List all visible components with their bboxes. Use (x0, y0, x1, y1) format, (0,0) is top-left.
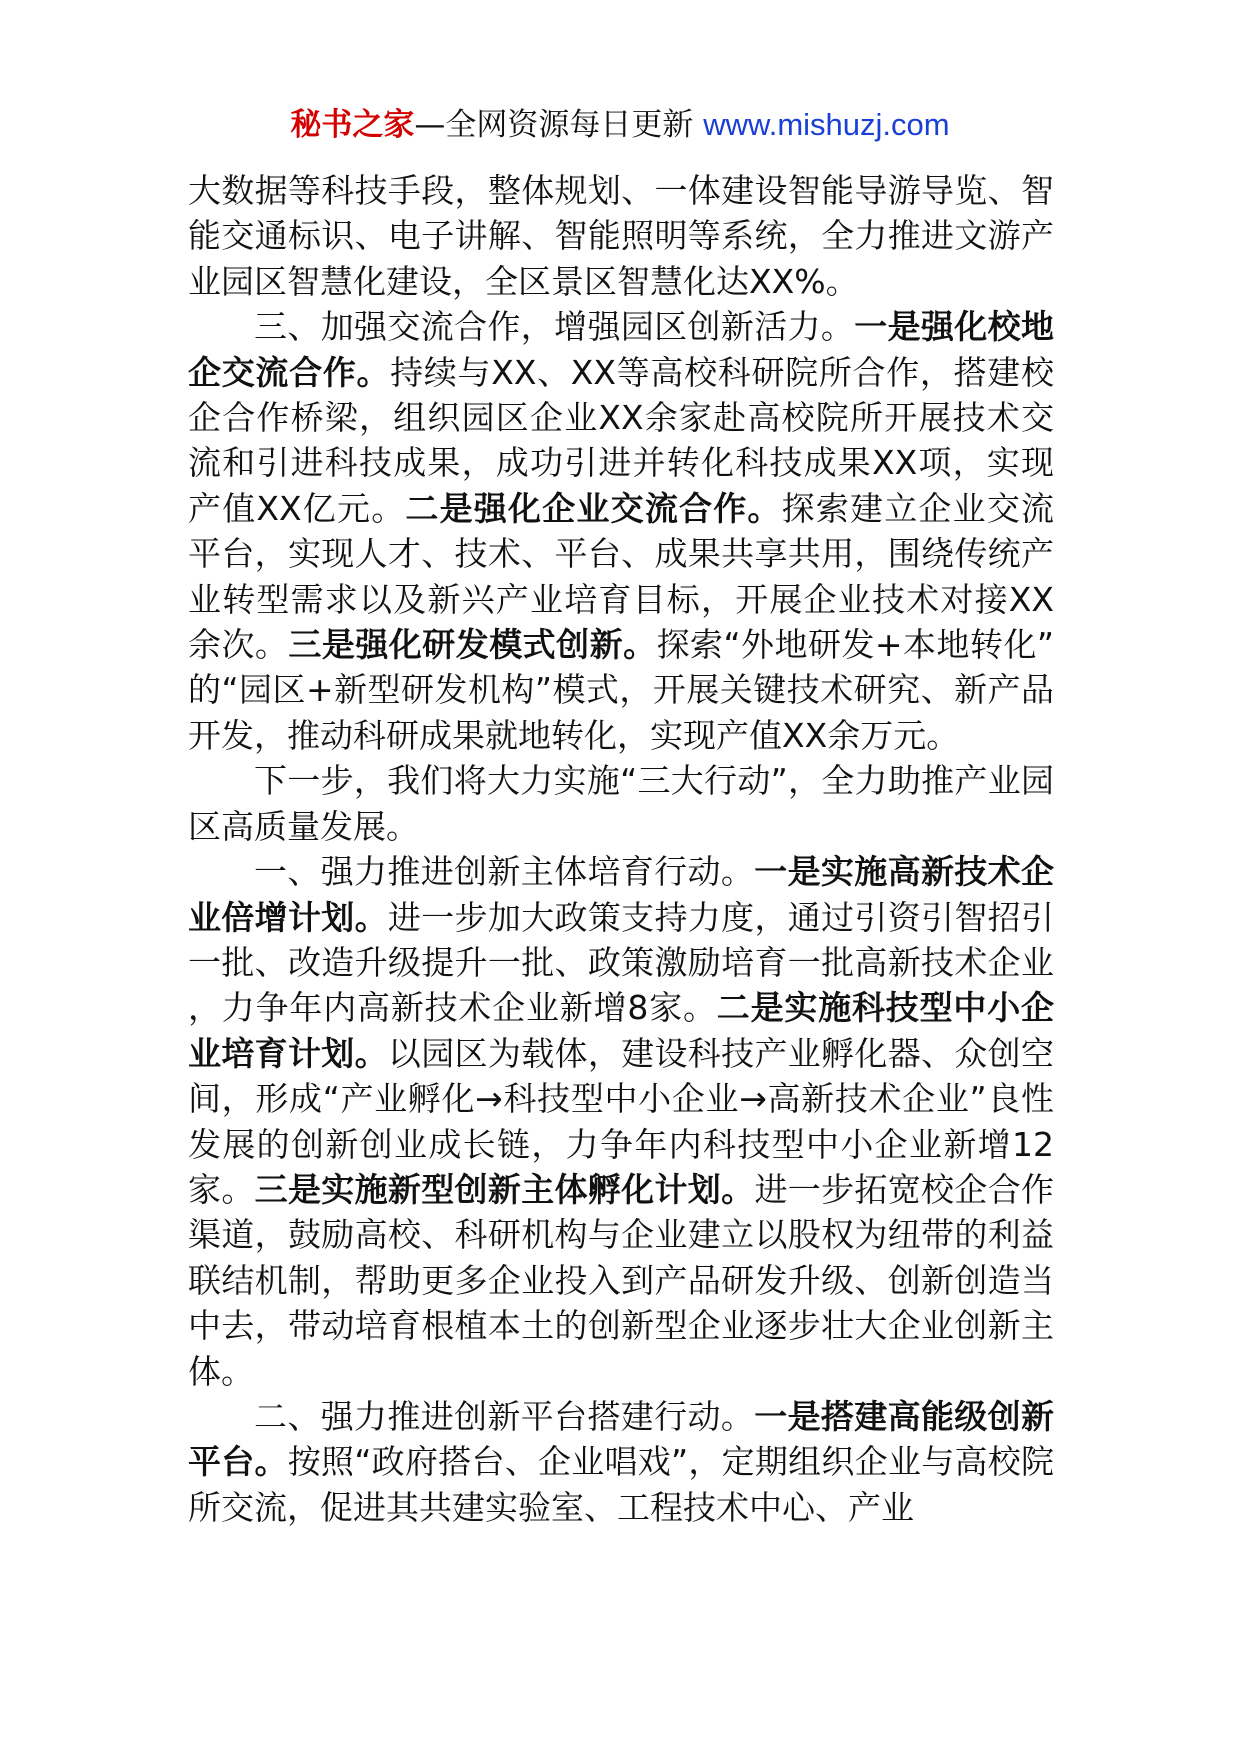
section-heading: 一、强力推进创新主体培育行动。 (254, 852, 755, 892)
site-brand: 秘书之家 (290, 107, 415, 143)
paragraph-text: 探索“外地研发+本地转化”的“园区+新型研发机构”模式，开展关键技术研究、新产品开发，推动科研成果就地转化，实现产值XX余万元。 (188, 625, 1055, 755)
bold-point: 一是强化校地企交流合作。 (188, 307, 1055, 392)
site-header (0, 103, 1240, 147)
bold-point: 三是实施新型创新主体孵化计划。 (254, 1169, 755, 1209)
paragraph-text: 以园区为载体，建设科技产业孵化器、众创空间，形成“产业孵化→科技型中小企业→高新技术企业”良性发展的创新创业成长链，力争年内科技型中小企业新增12家。 (188, 1033, 1055, 1209)
section-heading: 三、加强交流合作，增强园区创新活力。 (254, 307, 855, 347)
paragraph-section-three (188, 304, 1054, 758)
paragraph-action-one (188, 849, 1054, 1394)
paragraph-text: 进一步拓宽校企合作渠道，鼓励高校、科研机构与企业建立以股权为纽带的利益联结机制，帮助更多企业投入到产品研发升级、创新创造当中去，带动培育根植本土的创新型企业逐步壮大企业创新主体。 (188, 1169, 1055, 1391)
bold-point: 二是实施科技型中小企业培育计划。 (188, 988, 1054, 1073)
paragraph-text: 下一步，我们将大力实施“三大行动”，全力助推产业园区高质量发展。 (188, 761, 1054, 846)
site-url-link[interactable]: www.mishuzj.com (703, 107, 950, 142)
paragraph-continuation (188, 168, 1054, 304)
paragraph-action-two (188, 1394, 1054, 1530)
section-heading: 二、强力推进创新平台搭建行动。 (254, 1396, 755, 1436)
paragraph-next-step (188, 758, 1054, 849)
paragraph-text: 探索建立企业交流平台，实现人才、技术、平台、成果共享共用，围绕传统产业转型需求以及新兴产业培育目标，开展企业技术对接XX余次。 (188, 488, 1055, 665)
paragraph-text: 大数据等科技手段，整体规划、一体建设智能导游导览、智能交通标识、电子讲解、智能照明等系统，全力推进文游产业园区智慧化建设，全区景区智慧化达XX%。 (188, 171, 1054, 301)
document-body (188, 168, 1054, 1530)
paragraph-text: 持续与XX、XX等高校科研院所合作，搭建校企合作桥梁，组织园区企业XX余家赴高校院所开展技术交流和引进科技成果，成功引进并转化科技成果XX项，实现产值XX亿元。 (188, 352, 1054, 528)
site-tagline: —全网资源每日更新 (414, 107, 704, 143)
bold-point: 三是强化研发模式创新。 (288, 625, 657, 665)
paragraph-text: 按照“政府搭台、企业唱戏”，定期组织企业与高校院所交流，促进其共建实验室、工程技术中心、产业 (188, 1442, 1055, 1527)
bold-point: 一是搭建高能级创新平台。 (188, 1396, 1055, 1482)
paragraph-text: 进一步加大政策支持力度，通过引资引智招引一批、改造升级提升一批、政策激励培育一批高新技术企业，力争年内高新技术企业新增8家。 (188, 897, 1055, 1028)
bold-point: 一是实施高新技术企业倍增计划。 (188, 852, 1055, 937)
bold-point: 二是强化企业交流合作。 (405, 488, 782, 528)
